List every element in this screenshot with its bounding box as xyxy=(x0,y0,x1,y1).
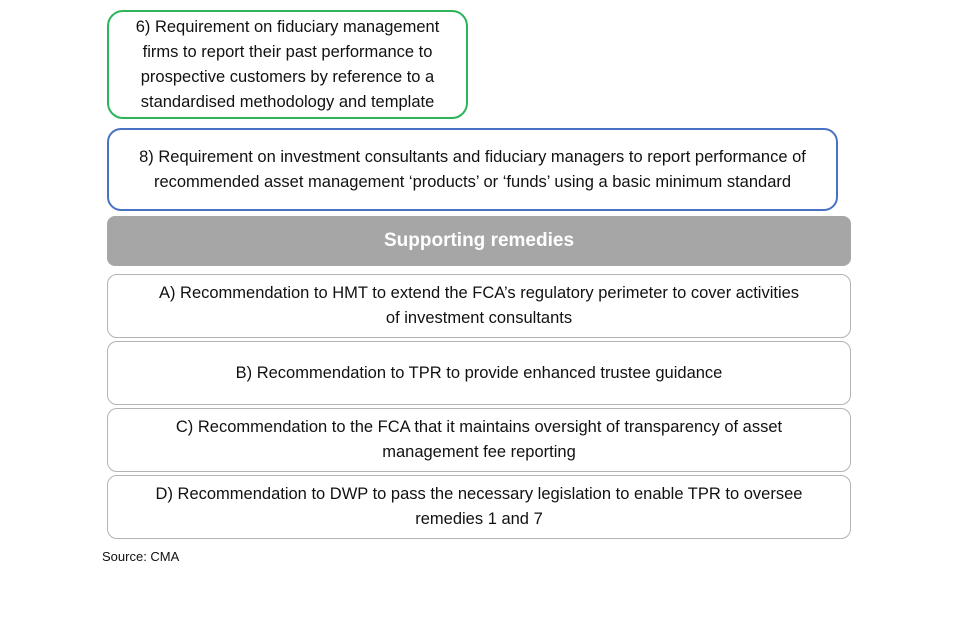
supporting-remedies-heading: Supporting remedies xyxy=(383,230,575,251)
supporting-remedy-b-box xyxy=(107,341,851,405)
supporting-remedy-c-box xyxy=(107,408,851,472)
remedy-8-text: 8) Requirement on investment consultants and fiduciary managers to report performance of recommended asset management ‘products’ or ‘funds’ using a basic minimum standard xyxy=(139,147,806,191)
remedy-8-box xyxy=(107,128,838,211)
supporting-remedies-header xyxy=(107,216,851,266)
supporting-remedy-b-text: B) Recommendation to TPR to provide enhanced trustee guidance xyxy=(235,363,723,382)
source-note: Source: CMA xyxy=(102,549,180,564)
remedy-6-box xyxy=(107,10,468,119)
supporting-remedy-a-text: A) Recommendation to HMT to extend the FCA’s regulatory perimeter to cover activities of investment consultants xyxy=(158,284,800,327)
supporting-remedy-a-box xyxy=(107,274,851,338)
remedy-6-text: 6) Requirement on fiduciary management firms to report their past performance to prospective customers by reference to a standardised methodology and template xyxy=(135,17,440,111)
supporting-remedy-d-text: D) Recommendation to DWP to pass the necessary legislation to enable TPR to oversee remedies 1 and 7 xyxy=(155,485,803,528)
supporting-remedy-c-text: C) Recommendation to the FCA that it maintains oversight of transparency of asset management fee reporting xyxy=(175,418,783,461)
supporting-remedy-d-box xyxy=(107,475,851,539)
